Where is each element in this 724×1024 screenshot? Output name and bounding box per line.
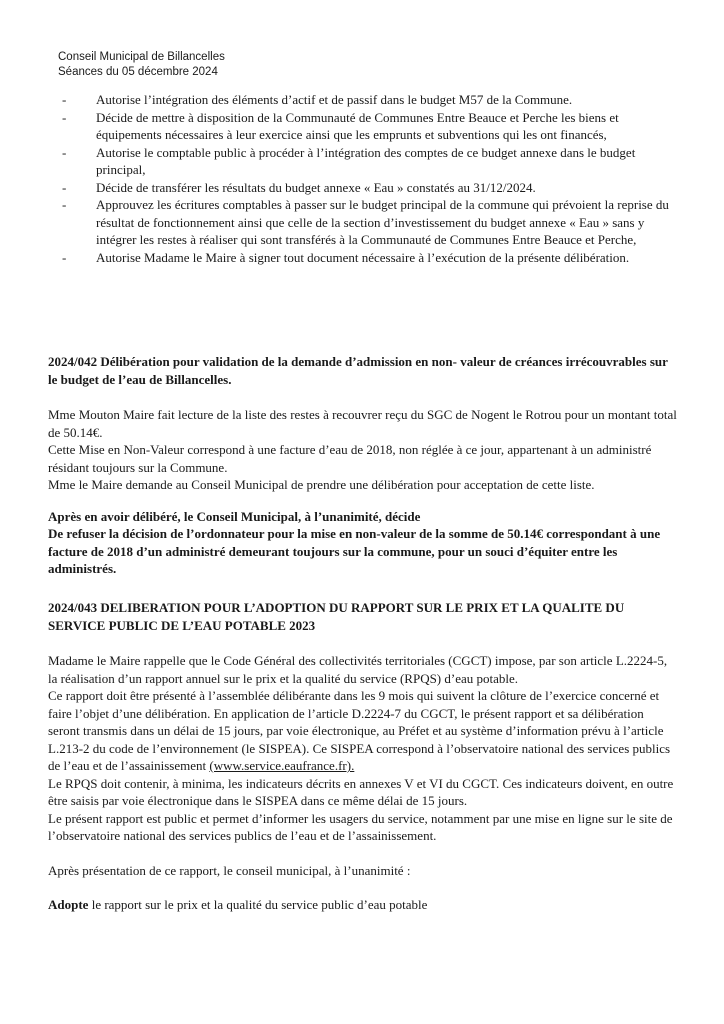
list-item: - Autorise l’intégration des éléments d’actif et de passif dans le budget M57 de la Commune. — [62, 92, 573, 107]
paragraph: Ce rapport doit être présenté à l’assemblée délibérante dans les 9 mois qui suivent la clôture de l’exercice concerné et faire l’objet d’une délibération. En application de l’article D.2224-7 du CGCT, le présent rapport et sa délibération seront transmis dans un délai de 15 jours, par voie électronique, au Préfet et au système d’information prévu à l’article L.213-2 du code de l’environnement (le SISPEA). Ce SISPEA correspond à l’observatoire national des services publics de l’eau et de l’assainissement (www.service.eaufrance.fr). — [48, 688, 671, 773]
bullet-dash: - — [62, 92, 67, 107]
page-header — [58, 50, 225, 80]
sispea-link[interactable]: (www.service.eaufrance.fr). — [209, 758, 355, 773]
section-title: 2024/043 DELIBERATION POUR L’ADOPTION DU RAPPORT SUR LE PRIX ET LA QUALITE DU SERVICE PUBLIC DE L’EAU POTABLE 2023 — [48, 600, 625, 633]
paragraph: Le RPQS doit contenir, à minima, les indicateurs décrits en annexes V et VI du CGCT. Ces indicateurs doivent, en outre être saisis par voie électronique dans le SISPEA dans ce même délai de 15 jours. — [48, 775, 674, 808]
adoption-line: Adopte le rapport sur le prix et la qualité du service public d’eau potable — [48, 897, 428, 912]
paragraph: Après présentation de ce rapport, le conseil municipal, à l’unanimité : — [48, 862, 411, 878]
paragraph: Mme le Maire demande au Conseil Municipal de prendre une délibération pour acceptation de cette liste. — [48, 477, 595, 492]
paragraph: Madame le Maire rappelle que le Code Général des collectivités territoriales (CGCT) impose, par son article L.2224-5, la réalisation d’un rapport annuel sur le prix et la qualité du service (RPQS) d’eau potable. — [48, 653, 668, 686]
list-item: - Autorise le comptable public à procéder à l’intégration des comptes de ce budget annexe dans le budget principal, — [62, 144, 636, 177]
decision-text: De refuser la décision de l’ordonnateur pour la mise en non-valeur de la somme de 50.14€ correspondant à une facture de 2018 d’un administré demeurant toujours sur la commune, pour un souci d’équiter entre les administrés. — [48, 526, 661, 576]
paragraph: Le présent rapport est public et permet d’informer les usagers du service, notamment par une mise en ligne sur le site de l’observatoire national des services publics de l’eau et de l’assainissement. — [48, 810, 673, 843]
deliberation-043 — [48, 599, 678, 914]
session-date: Séances du 05 décembre 2024 — [58, 66, 218, 78]
deliberation-042 — [48, 353, 678, 578]
decision-intro: Après en avoir délibéré, le Conseil Municipal, à l’unanimité, décide — [48, 508, 421, 524]
bullet-dash: - — [62, 197, 67, 212]
list-item: - Décide de mettre à disposition de la Communauté de Communes Entre Beauce et Perche les biens et équipements nécessaires à leur exercice ainsi que les emprunts et subventions qui les ont financés, — [62, 109, 619, 142]
section-title: 2024/042 Délibération pour validation de la demande d’admission en non- valeur de créances irrécouvrables sur le budget de l’eau de Billancelles. — [48, 354, 668, 387]
list-item: - Autorise Madame le Maire à signer tout document nécessaire à l’exécution de la présente délibération. — [62, 249, 630, 265]
list-item: - Approuvez les écritures comptables à passer sur le budget principal de la commune qui prévoient la reprise du résultat de fonctionnement ainsi que celle de la section d’investissement du budget annexe « Eau » sans y intégrer les restes à réaliser qui sont transférés à la Communauté de Communes Entre Beauce et Perche, — [62, 197, 669, 247]
decision-bullet-list — [62, 91, 682, 266]
paragraph: Cette Mise en Non-Valeur correspond à une facture d’eau de 2018, non réglée à ce jour, appartenant à un administré résidant toujours sur la Commune. — [48, 442, 652, 475]
paragraph: Mme Mouton Maire fait lecture de la liste des restes à recouvrer reçu du SGC de Nogent le Rotrou pour un montant total de 50.14€. — [48, 407, 677, 440]
council-name: Conseil Municipal de Billancelles — [58, 51, 225, 63]
list-item: - Décide de transférer les résultats du budget annexe « Eau » constatés au 31/12/2024. — [62, 179, 536, 195]
bullet-dash: - — [62, 249, 67, 265]
bullet-dash: - — [62, 109, 67, 125]
bullet-dash: - — [62, 179, 67, 195]
bullet-dash: - — [62, 144, 67, 160]
